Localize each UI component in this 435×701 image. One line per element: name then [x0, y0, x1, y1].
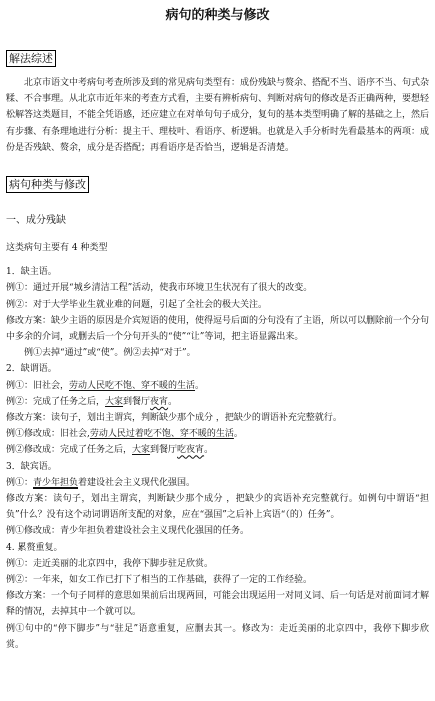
type-3-fixed: 例①修改成：青少年担负着建设社会主义现代化强国的任务。 — [6, 526, 250, 537]
wavy-underlined-object: 夜宵 — [150, 396, 169, 407]
section-heading-intro: 解法综述 — [6, 50, 56, 67]
text-span: 例②：完成了任务之后， — [6, 396, 106, 407]
type-3-fix: 修改方案：读句子，划出主谓宾，判断缺少那个成分 ，把缺少的宾语补充完整就行。如例句中谓语“担负”什么？没有这个动词谓语所支配的对象，应在“强国”之后补上宾语“（的）任务”。 — [6, 494, 429, 521]
page-title: 病句的种类与修改 — [165, 8, 270, 23]
subsection-lead: 这类病句主要有 4 种类型 — [6, 243, 108, 254]
type-3-example-1 — [6, 475, 429, 491]
underlined-phrase: 青少年担负 — [33, 477, 79, 488]
type-2-fixed-1 — [6, 426, 429, 442]
type-4-fix: 修改方案：一个句子同样的意思如果前后出现两回，可能会出现运用一对同义词、后一句话是对前面词才解释的情况，去掉其中一个就可以。 — [6, 591, 430, 618]
type-2-example-2 — [6, 394, 429, 410]
type-1-title: 1．缺主语。 — [6, 267, 57, 278]
subsection-title-missing-components: 一、成分残缺 — [6, 215, 66, 227]
text-span: 到餐厅 — [123, 396, 151, 407]
type-2-title: 2．缺谓语。 — [6, 364, 57, 375]
type-2-fixed-2 — [6, 442, 429, 458]
text-span: 例②修改成：完成了任务之后， — [6, 445, 133, 456]
text-span: 着建设社会主义现代化强国。 — [78, 477, 196, 488]
wavy-underlined-object: 吃夜宵 — [177, 445, 205, 456]
type-3-title: 3．缺宾语。 — [6, 461, 57, 472]
type-4-example-1: 例①：走近美丽的北京四中，我停下脚步驻足欣赏。 — [6, 558, 214, 569]
type-2-example-1 — [6, 378, 429, 394]
text-span: 例①：旧社会， — [6, 380, 70, 391]
type-4-title: 4. 累赘重复。 — [6, 542, 63, 553]
intro-paragraph: 北京市语文中考病句考查所涉及到的常见病句类型有：成份残缺与赘余、搭配不当、语序不当、句式杂糅、不合事理。从北京市近年来的考查方式看，主要有辨析病句、判断对病句的修改是否正确两种，要想轻松解答这类题目，不能全凭语感，还应建立在对单句句子成分，复句的基本类型明确了解的基础之上，然后有步骤、有条理地进行分析：提主干、理枝叶、看语序、析逻辑。也就是入手分析时先看最基本的两项：成份是否残缺、赘余，成分是否搭配；再看语序是否恰当，逻辑是否清楚。 — [6, 78, 430, 153]
text-span: 。 — [195, 380, 205, 391]
underlined-phrase: 劳动人民吃不饱、穿不暖的生活 — [69, 380, 196, 391]
text-span: 。 — [204, 445, 214, 456]
text-span: 到餐厅 — [150, 445, 178, 456]
text-span: 。 — [233, 429, 243, 440]
section-heading-types: 病句种类与修改 — [6, 176, 89, 193]
type-2-fix: 修改方案：读句子，划出主谓宾，判断缺少那个成分 ，把缺少的谓语补充完整就行。 — [6, 413, 342, 424]
underlined-phrase: 劳动人民过着吃不饱、穿不暖的生活 — [89, 429, 234, 440]
type-1-fix: 修改方案：缺少主语的原因是介宾短语的使用，使得逗号后面的分句没有了主语，所以可以删除前一个分句中多余的介词，或删去后一个分句开头的“使”“让”等词，把主语显露出来。 — [6, 315, 430, 343]
type-1-fix-note: 例①去掉“通过”或“使”。例②去掉“对于”。 — [24, 348, 196, 359]
type-1-example-1: 例①：通过开展“城乡清洁工程”活动，使我市环境卫生状况有了很大的改变。 — [6, 283, 313, 294]
type-1-example-2: 例②：对于大学毕业生就业难的问题，引起了全社会的极大关注。 — [6, 299, 268, 310]
text-span: 例①： — [6, 477, 34, 488]
type-4-fixed: 例①句中的“停下脚步”与“驻足”语意重复，应删去其一。修改为：走近美丽的北京四中，我停下脚步欣赏。 — [6, 623, 429, 650]
underlined-subject: 大家 — [105, 396, 124, 407]
type-4-example-2: 例②：一年来，如女工作已打下了相当的工作基础，获得了一定的工作经验。 — [6, 575, 313, 586]
text-span: 。 — [168, 396, 178, 407]
underlined-subject: 大家 — [132, 445, 151, 456]
text-span: 例①修改成：旧社会, — [6, 429, 90, 440]
